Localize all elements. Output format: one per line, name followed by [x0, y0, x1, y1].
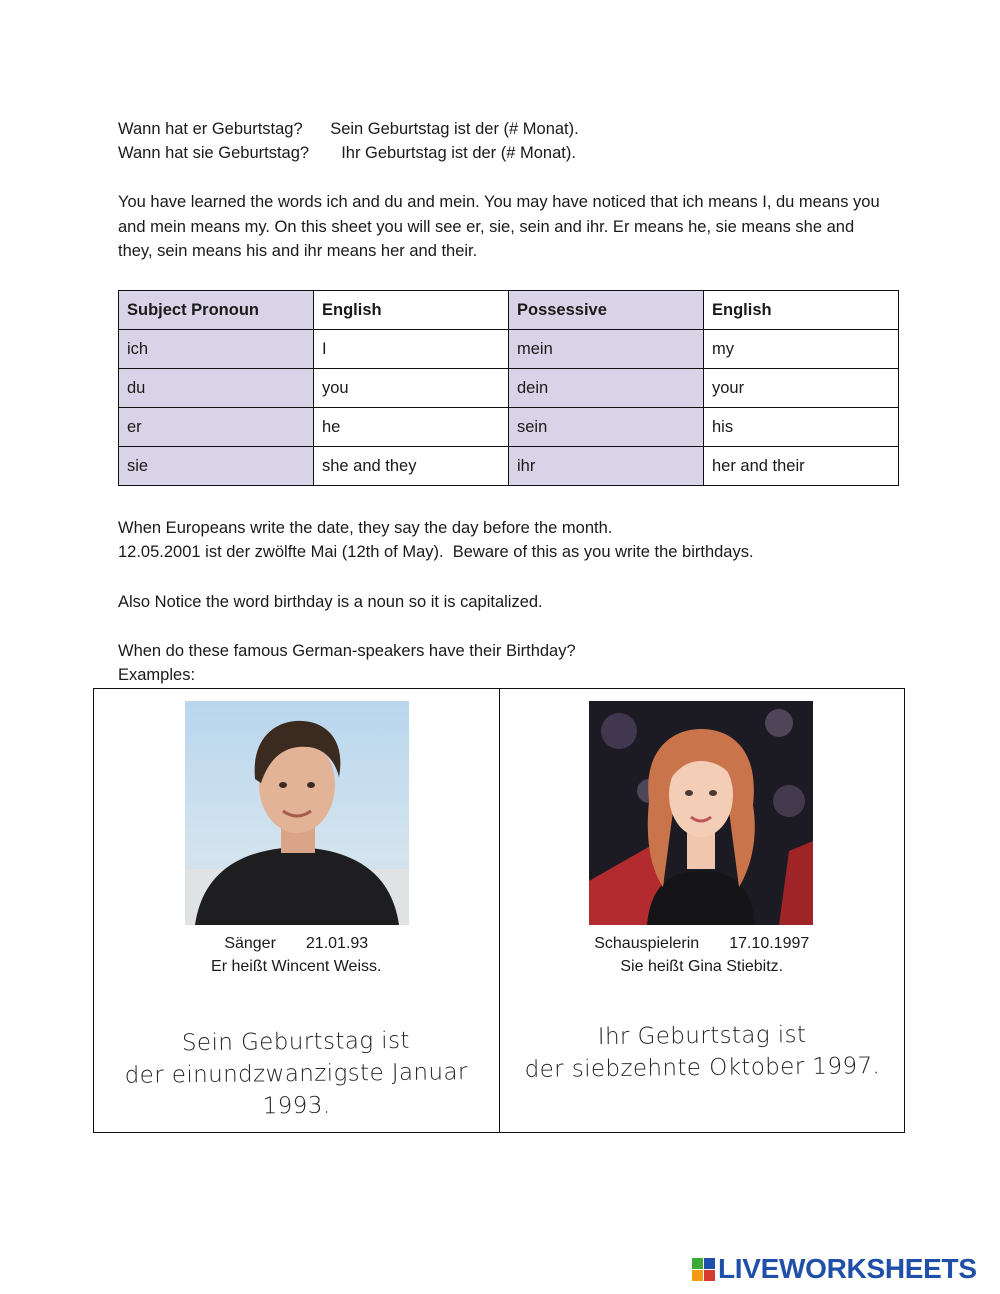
pronoun-table — [118, 290, 899, 486]
caption-wincent — [94, 932, 499, 978]
table-cell: er — [119, 408, 314, 447]
table-header-row — [119, 291, 899, 330]
question-she: Wann hat sie Geburtstag? — [118, 144, 310, 162]
table-row — [119, 447, 899, 486]
example-card-wincent — [94, 689, 499, 1132]
profession-label: Schauspielerin — [594, 935, 700, 952]
portrait-photo-wincent — [185, 701, 409, 925]
table-row — [119, 369, 899, 408]
table-cell: dein — [509, 369, 704, 408]
table-header-cell: English — [704, 291, 899, 330]
intro-paragraph: You have learned the words ich and du and mein. You may have noticed that ich means I, du means you and mein means my. On this sheet you will see er, sie, sein and ihr. Er means he, sie means she and they, sein means his and ihr means her and their. — [118, 193, 880, 260]
table-cell: ich — [119, 330, 314, 369]
birth-date: 21.01.93 — [305, 935, 369, 952]
profession-label: Sänger — [224, 935, 276, 952]
question-line-he — [118, 117, 579, 141]
table-cell: his — [704, 408, 899, 447]
examples-label: Examples: — [118, 666, 196, 684]
birth-date: 17.10.1997 — [729, 935, 810, 952]
table-cell: I — [314, 330, 509, 369]
question-line-she — [118, 141, 576, 165]
table-row — [119, 408, 899, 447]
table-cell: du — [119, 369, 314, 408]
answer-line: Ihr Geburtstag ist — [597, 1021, 806, 1051]
answer-he: Sein Geburtstag ist der (# Monat). — [330, 120, 579, 138]
logo-mark-icon — [692, 1258, 715, 1281]
capitalization-note: Also Notice the word birthday is a noun so it is capitalized. — [118, 593, 543, 611]
name-line: Sie heißt Gina Stiebitz. — [620, 958, 784, 975]
liveworksheets-logo — [692, 1254, 977, 1284]
logo-square — [704, 1258, 715, 1269]
table-header-cell: Possessive — [509, 291, 704, 330]
logo-text: LIVEWORKSHEETS — [718, 1253, 977, 1284]
table-header-cell: English — [314, 291, 509, 330]
table-cell: my — [704, 330, 899, 369]
table-cell: sie — [119, 447, 314, 486]
prompt-question: When do these famous German-speakers have their Birthday? — [118, 642, 576, 660]
table-cell: she and they — [314, 447, 509, 486]
handwritten-answer-gina — [499, 1018, 904, 1086]
table-cell: you — [314, 369, 509, 408]
examples-box — [93, 688, 905, 1133]
table-cell: mein — [509, 330, 704, 369]
answer-she: Ihr Geburtstag ist der (# Monat). — [341, 144, 576, 162]
portrait-photo-gina — [589, 701, 813, 925]
table-cell: your — [704, 369, 899, 408]
logo-square — [704, 1270, 715, 1281]
logo-square — [692, 1258, 703, 1269]
table-cell: sein — [509, 408, 704, 447]
name-line: Er heißt Wincent Weiss. — [211, 958, 382, 975]
table-cell: he — [314, 408, 509, 447]
question-he: Wann hat er Geburtstag? — [118, 120, 303, 138]
caption-gina — [500, 932, 905, 978]
answer-line: der siebzehnte Oktober 1997. — [523, 1053, 880, 1083]
example-card-gina — [499, 689, 905, 1132]
table-header-cell: Subject Pronoun — [119, 291, 314, 330]
date-note-line1: When Europeans write the date, they say the day before the month. — [118, 519, 613, 537]
table-row — [119, 330, 899, 369]
handwritten-answer-wincent — [94, 1024, 499, 1124]
logo-square — [692, 1270, 703, 1281]
table-cell: ihr — [509, 447, 704, 486]
table-cell: her and their — [704, 447, 899, 486]
answer-line: Sein Geburtstag ist — [181, 1027, 410, 1057]
answer-line: der einundzwanzigste Januar 1993. — [124, 1059, 468, 1120]
date-note-line2: 12.05.2001 ist der zwölfte Mai (12th of May). Beware of this as you write the birthdays. — [118, 543, 754, 561]
